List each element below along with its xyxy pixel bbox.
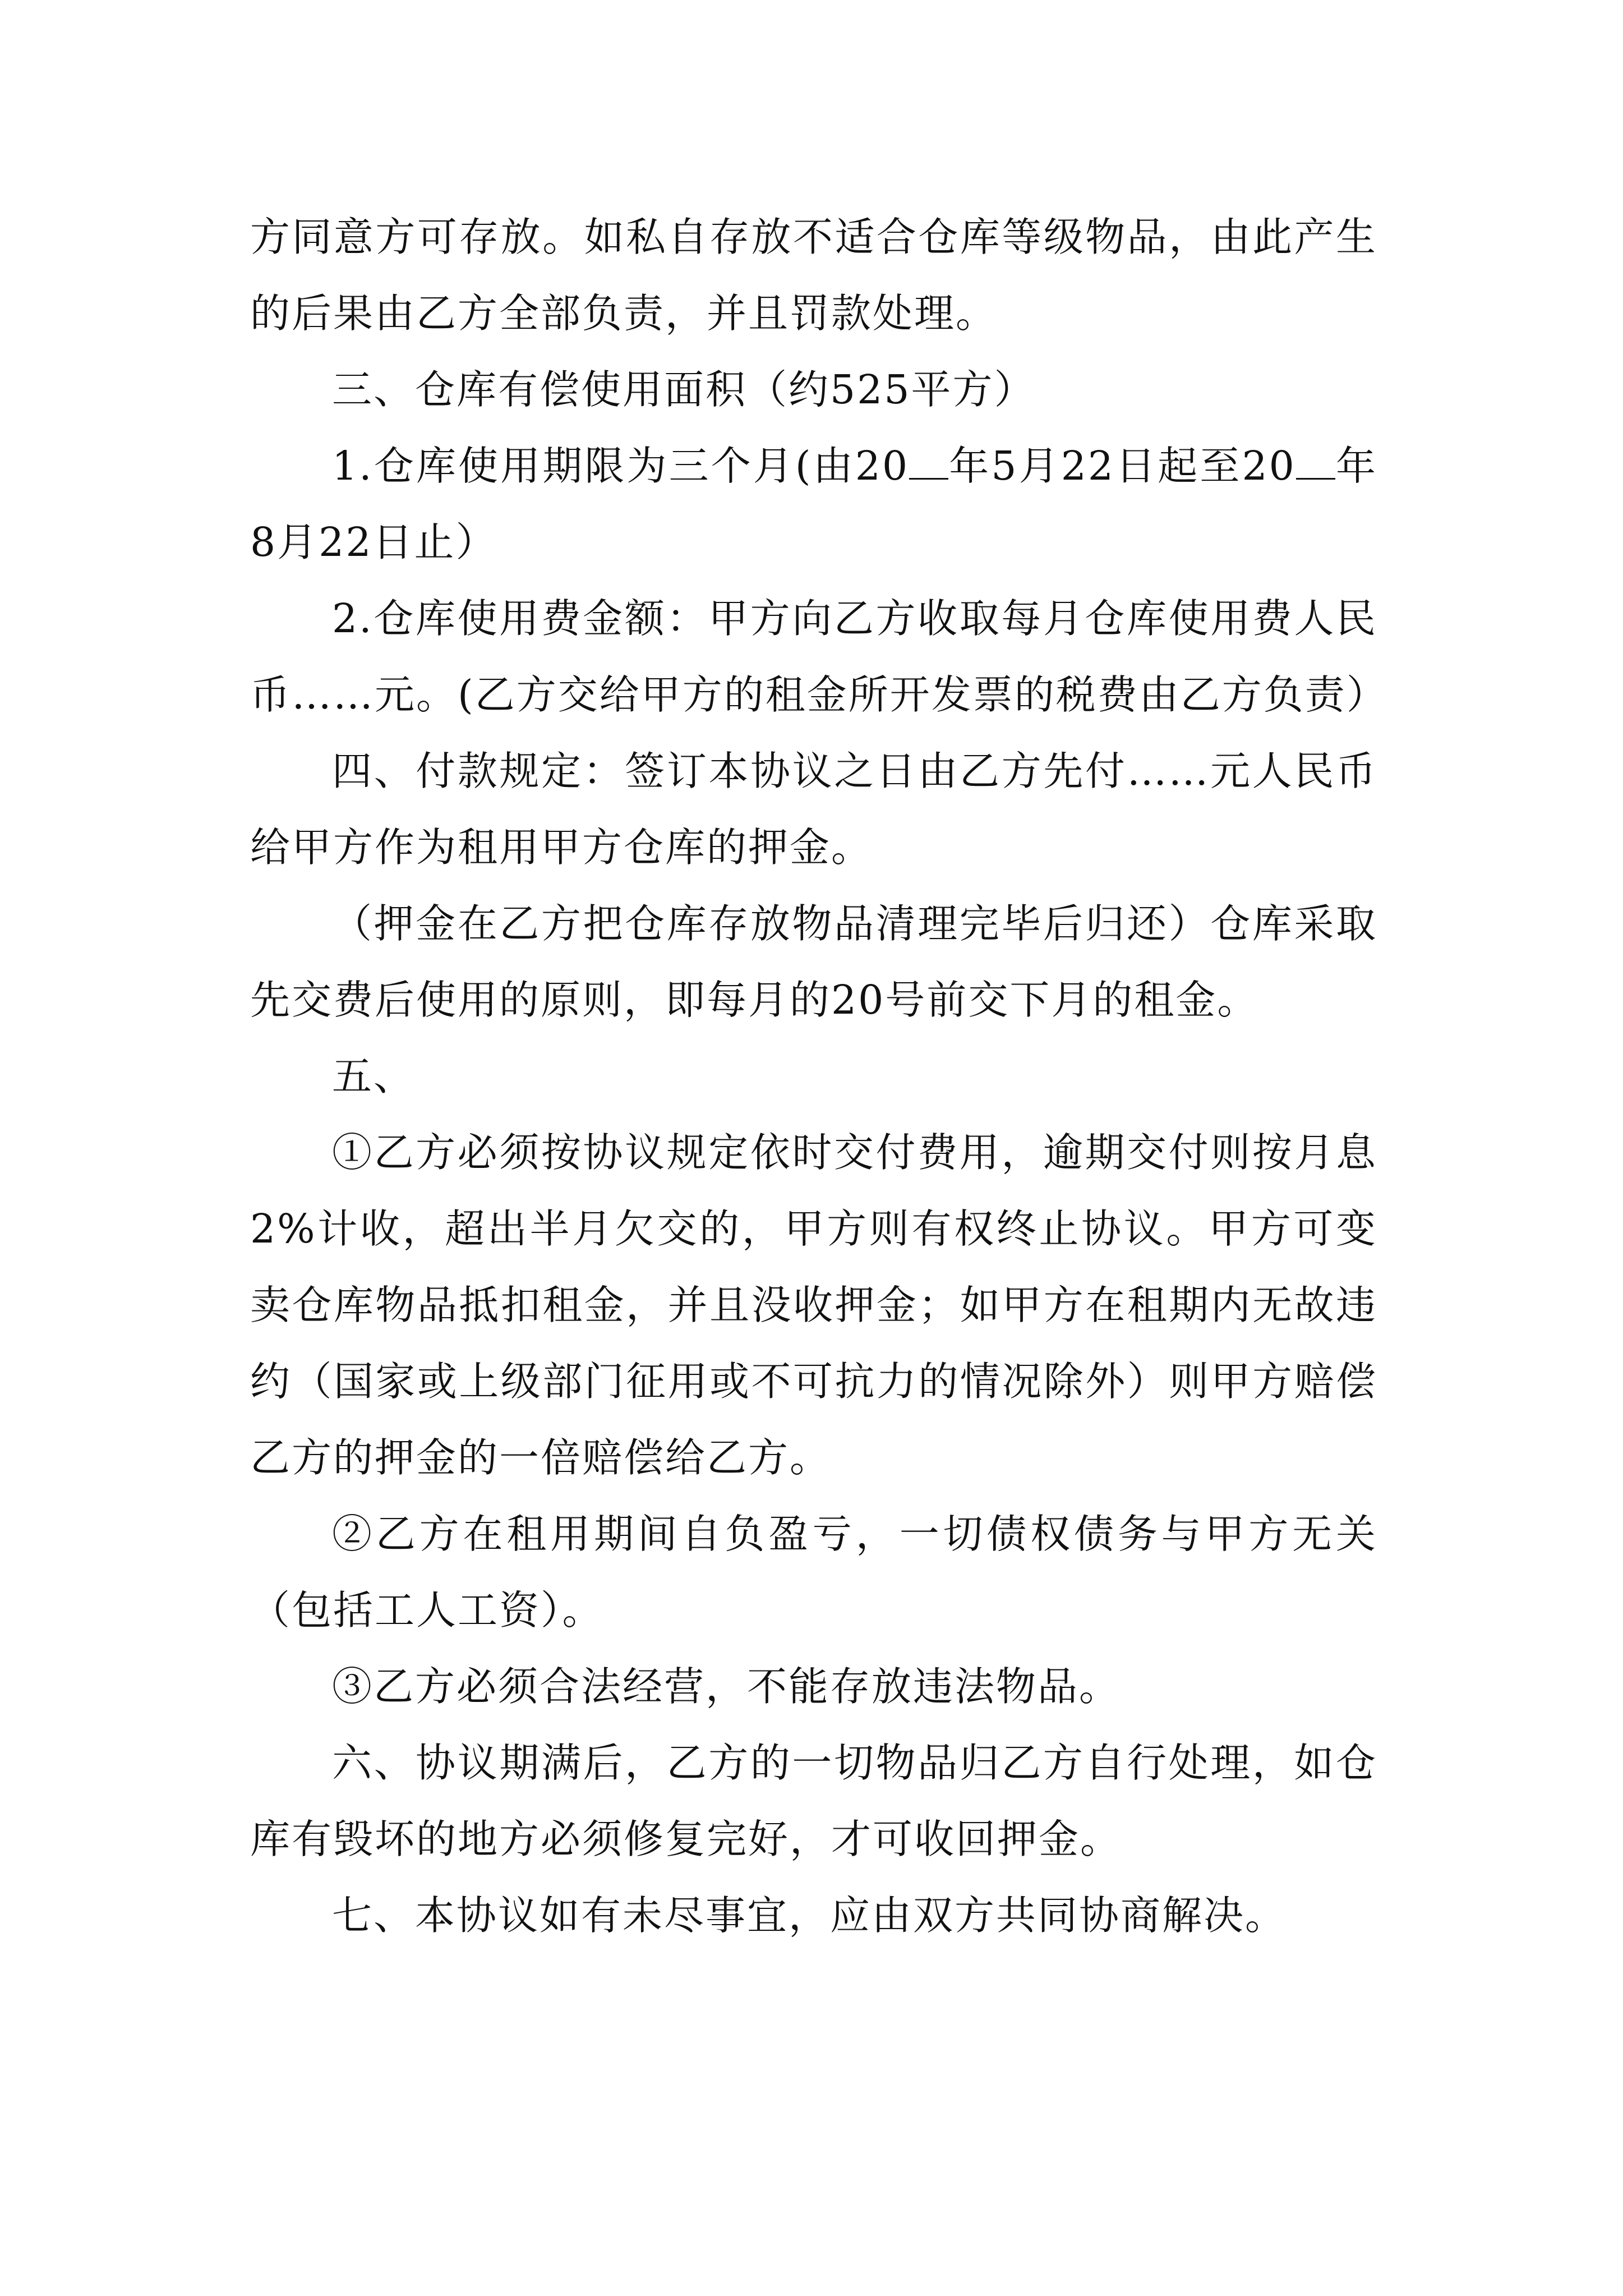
section-six-expiry: 六、协议期满后，乙方的一切物品归乙方自行处理，如仓库有毁坏的地方必须修复完好，才可收回押金。 — [250, 1740, 1377, 1862]
document-body — [250, 199, 1388, 1954]
blank-line — [1296, 444, 1335, 480]
section-three-heading: 三、仓库有偿使用面积（约525平方） — [332, 366, 1036, 413]
clause-self-responsibility: ②乙方在租用期间自负盈亏，一切债权债务与甲方无关（包括工人工资）。 — [250, 1511, 1377, 1634]
paragraph-deposit-note: （押金在乙方把仓库存放物品清理完毕后归还）仓库采取先交费后使用的原则，即每月的20号前交下月的租金。 — [250, 900, 1377, 1023]
blank-line — [909, 444, 948, 480]
clause-legal-operation: ③乙方必须合法经营，不能存放违法物品。 — [332, 1663, 1121, 1710]
section-four-payment: 四、付款规定：签订本协议之日由乙方先付……元人民币给甲方作为租用甲方仓库的押金。 — [250, 748, 1377, 871]
section-five-heading: 五、 — [332, 1053, 416, 1099]
clause-lease-term — [250, 428, 1377, 581]
paragraph-storage-consent: 方同意方可存放。如私自存放不适合仓库等级物品，由此产生的后果由乙方全部负责，并且罚款处理。 — [250, 214, 1377, 337]
lease-term-part-3: 年8月22日止） — [250, 443, 1377, 565]
clause-fee-amount: 2.仓库使用费金额：甲方向乙方收取每月仓库使用费人民币……元。(乙方交给甲方的租金所开发票的税费由乙方负责） — [250, 595, 1388, 718]
lease-term-part-2: 年5月22日起至20 — [948, 443, 1296, 489]
clause-late-payment: ①乙方必须按协议规定依时交付费用，逾期交付则按月息2%计收，超出半月欠交的，甲方则有权终止协议。甲方可变卖仓库物品抵扣租金，并且没收押金；如甲方在租期内无故违约（国家或上级部门征用或不可抗力的情况除外）则甲方赔偿乙方的押金的一倍赔偿给乙方。 — [250, 1129, 1377, 1481]
section-seven-negotiation: 七、本协议如有未尽事宜，应由双方共同协商解决。 — [332, 1892, 1287, 1939]
lease-term-part-1: 1.仓库使用期限为三个月(由20 — [332, 443, 910, 489]
